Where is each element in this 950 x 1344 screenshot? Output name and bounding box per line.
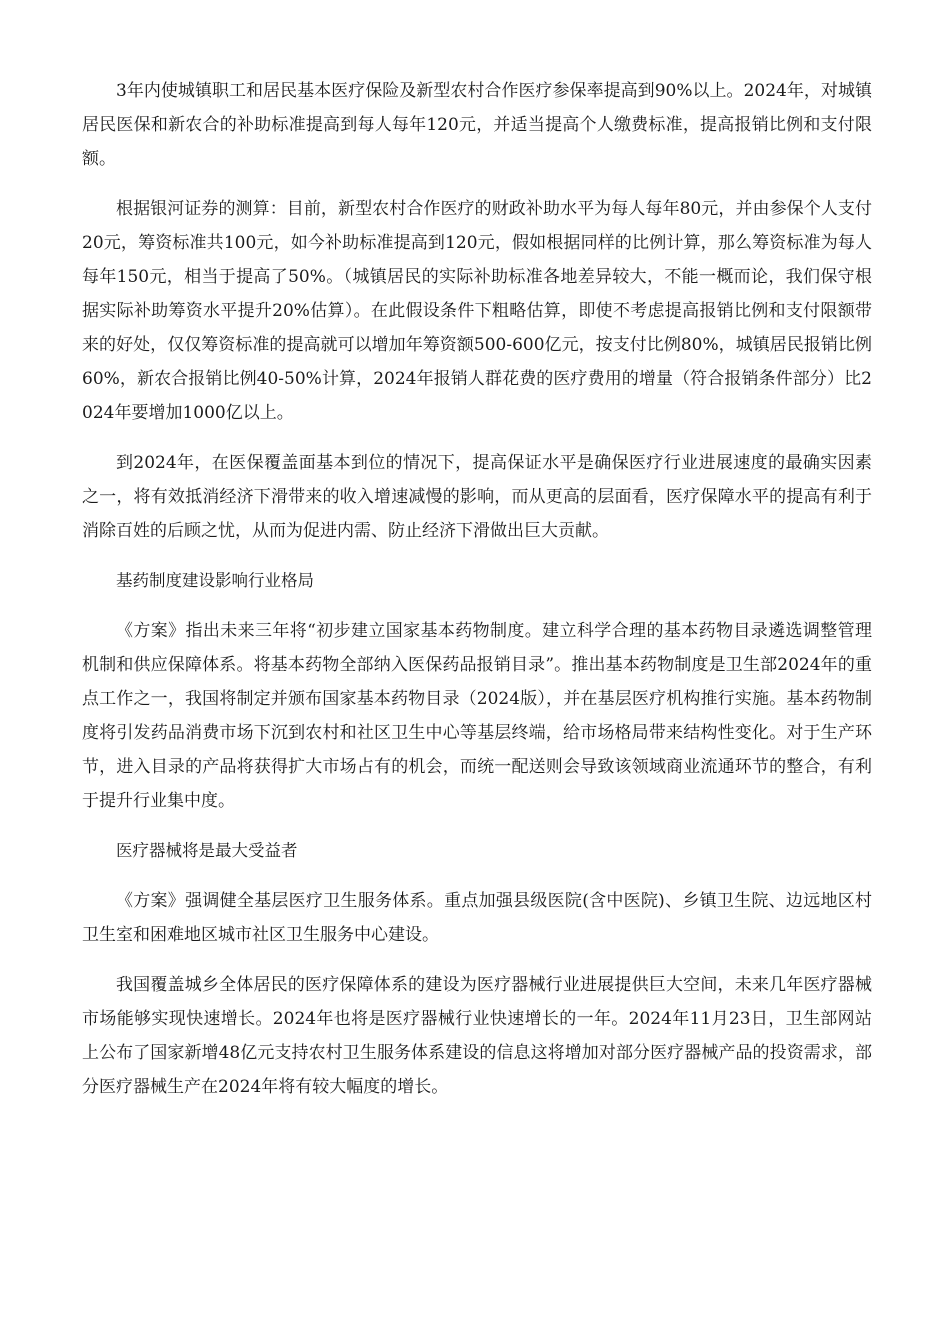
document-page [82, 74, 872, 1120]
section-heading-essential-drugs: 基药制度建设影响行业格局 [116, 571, 314, 590]
paragraph-essential-drug-system: 《方案》指出未来三年将“初步建立国家基本药物制度。建立科学合理的基本药物目录遴选调整管理机制和供应保障体系。将基本药物全部纳入医保药品报销目录”。推出基本药物制度是卫生部2024年的重点工作之一，我国将制定并颁布国家基本药物目录（2024版），并在基层医疗机构推行实施。基本药物制度将引发药品消费市场下沉到农村和社区卫生中心等基层终端，给市场格局带来结构性变化。对于生产环节，进入目录的产品将获得扩大市场占有的机会，而统一配送则会导致该领域商业流通环节的整合，有利于提升行业集中度。 [82, 621, 872, 811]
paragraph-insurance-coverage: 3年内使城镇职工和居民基本医疗保险及新型农村合作医疗参保率提高到90%以上。2024年，对城镇居民医保和新农合的补助标准提高到每人每年120元，并适当提高个人缴费标准，提高报销比例和支付限额。 [82, 81, 872, 169]
paragraph-medical-device-growth: 我国覆盖城乡全体居民的医疗保障体系的建设为医疗器械行业进展提供巨大空间，未来几年医疗器械市场能够实现快速增长。2024年也将是医疗器械行业快速增长的一年。2024年11月23日，卫生部网站上公布了国家新增48亿元支持农村卫生服务体系建设的信息这将增加对部分医疗器械产品的投资需求，部分医疗器械生产在2024年将有较大幅度的增长。 [82, 975, 872, 1097]
paragraph-security-level: 到2024年，在医保覆盖面基本到位的情况下，提高保证水平是确保医疗行业进展速度的最确实因素之一，将有效抵消经济下滑带来的收入增速减慢的影响，而从更高的层面看，医疗保障水平的提高有利于消除百姓的后顾之忧，从而为促进内需、防止经济下滑做出巨大贡献。 [82, 453, 872, 541]
paragraph-primary-care-system: 《方案》强调健全基层医疗卫生服务体系。重点加强县级医院(含中医院)、乡镇卫生院、边远地区村卫生室和困难地区城市社区卫生服务中心建设。 [82, 891, 872, 945]
section-heading-medical-devices: 医疗器械将是最大受益者 [116, 841, 298, 860]
paragraph-galaxy-securities-estimate: 根据银河证券的测算：目前，新型农村合作医疗的财政补助水平为每人每年80元，并由参保个人支付20元，筹资标准共100元，如今补助标准提高到120元，假如根据同样的比例计算，那么筹资标准为每人每年150元，相当于提高了50%。（城镇居民的实际补助标准各地差异较大，不能一概而论，我们保守根据实际补助筹资水平提升20%估算）。在此假设条件下粗略估算，即使不考虑提高报销比例和支付限额带来的好处，仅仅筹资标准的提高就可以增加年筹资额500-600亿元，按支付比例80%，城镇居民报销比例60%，新农合报销比例40-50%计算，2024年报销人群花费的医疗费用的增量（符合报销条件部分）比2024年要增加1000亿以上。 [82, 199, 872, 423]
